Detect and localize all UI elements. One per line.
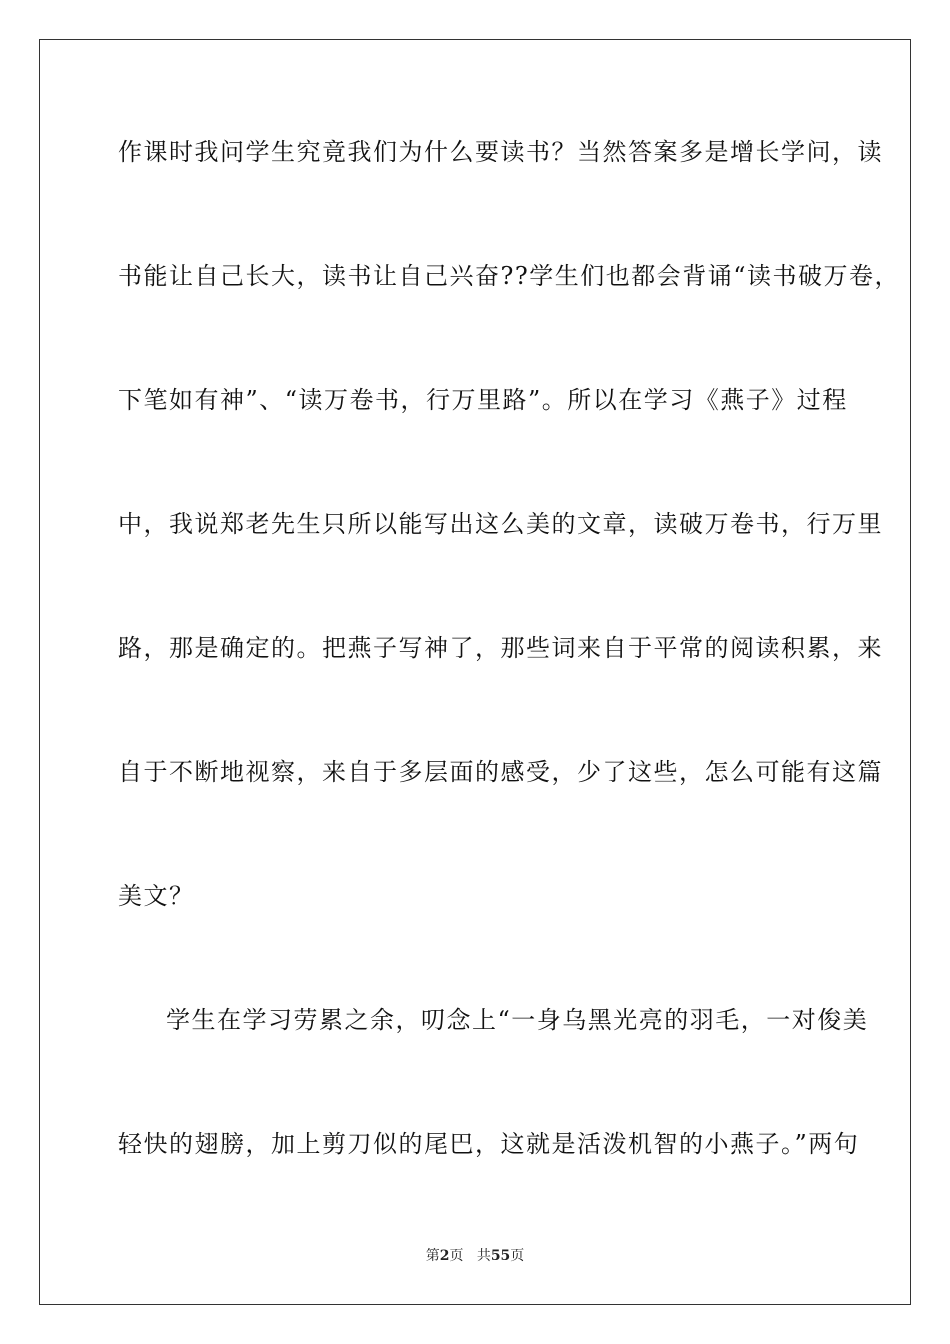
total-prefix: 共 bbox=[476, 1248, 491, 1264]
paragraph-line-5: 路，那是确定的。把燕子写神了，那些词来自于平常的阅读积累，来 bbox=[118, 634, 883, 662]
paragraph-line-1: 作课时我问学生究竟我们为什么要读书？当然答案多是增长学问，读 bbox=[118, 138, 883, 166]
page-footer bbox=[0, 1247, 950, 1265]
paragraph-line-9: 轻快的翅膀，加上剪刀似的尾巴，这就是活泼机智的小燕子。”两句 bbox=[118, 1130, 860, 1158]
page-border bbox=[39, 39, 911, 1305]
page-suffix: 页 bbox=[449, 1248, 464, 1264]
page-prefix: 第 bbox=[425, 1248, 440, 1264]
paragraph-line-3: 下笔如有神”、“读万卷书，行万里路”。所以在学习《燕子》过程 bbox=[118, 386, 848, 414]
paragraph-line-7: 美文？ bbox=[118, 882, 195, 910]
total-suffix: 页 bbox=[510, 1248, 525, 1264]
paragraph-line-4: 中，我说郑老先生只所以能写出这么美的文章，读破万卷书，行万里 bbox=[118, 510, 883, 538]
total-pages: 55 bbox=[490, 1248, 511, 1264]
paragraph-line-8: 学生在学习劳累之余，叨念上“一身乌黑光亮的羽毛，一对俊美 bbox=[166, 1006, 869, 1034]
paragraph-line-6: 自于不断地视察，来自于多层面的感受，少了这些，怎么可能有这篇 bbox=[118, 758, 883, 786]
paragraph-line-2: 书能让自己长大，读书让自己兴奋??学生们也都会背诵“读书破万卷， bbox=[118, 262, 901, 290]
page-number: 2 bbox=[439, 1248, 450, 1264]
